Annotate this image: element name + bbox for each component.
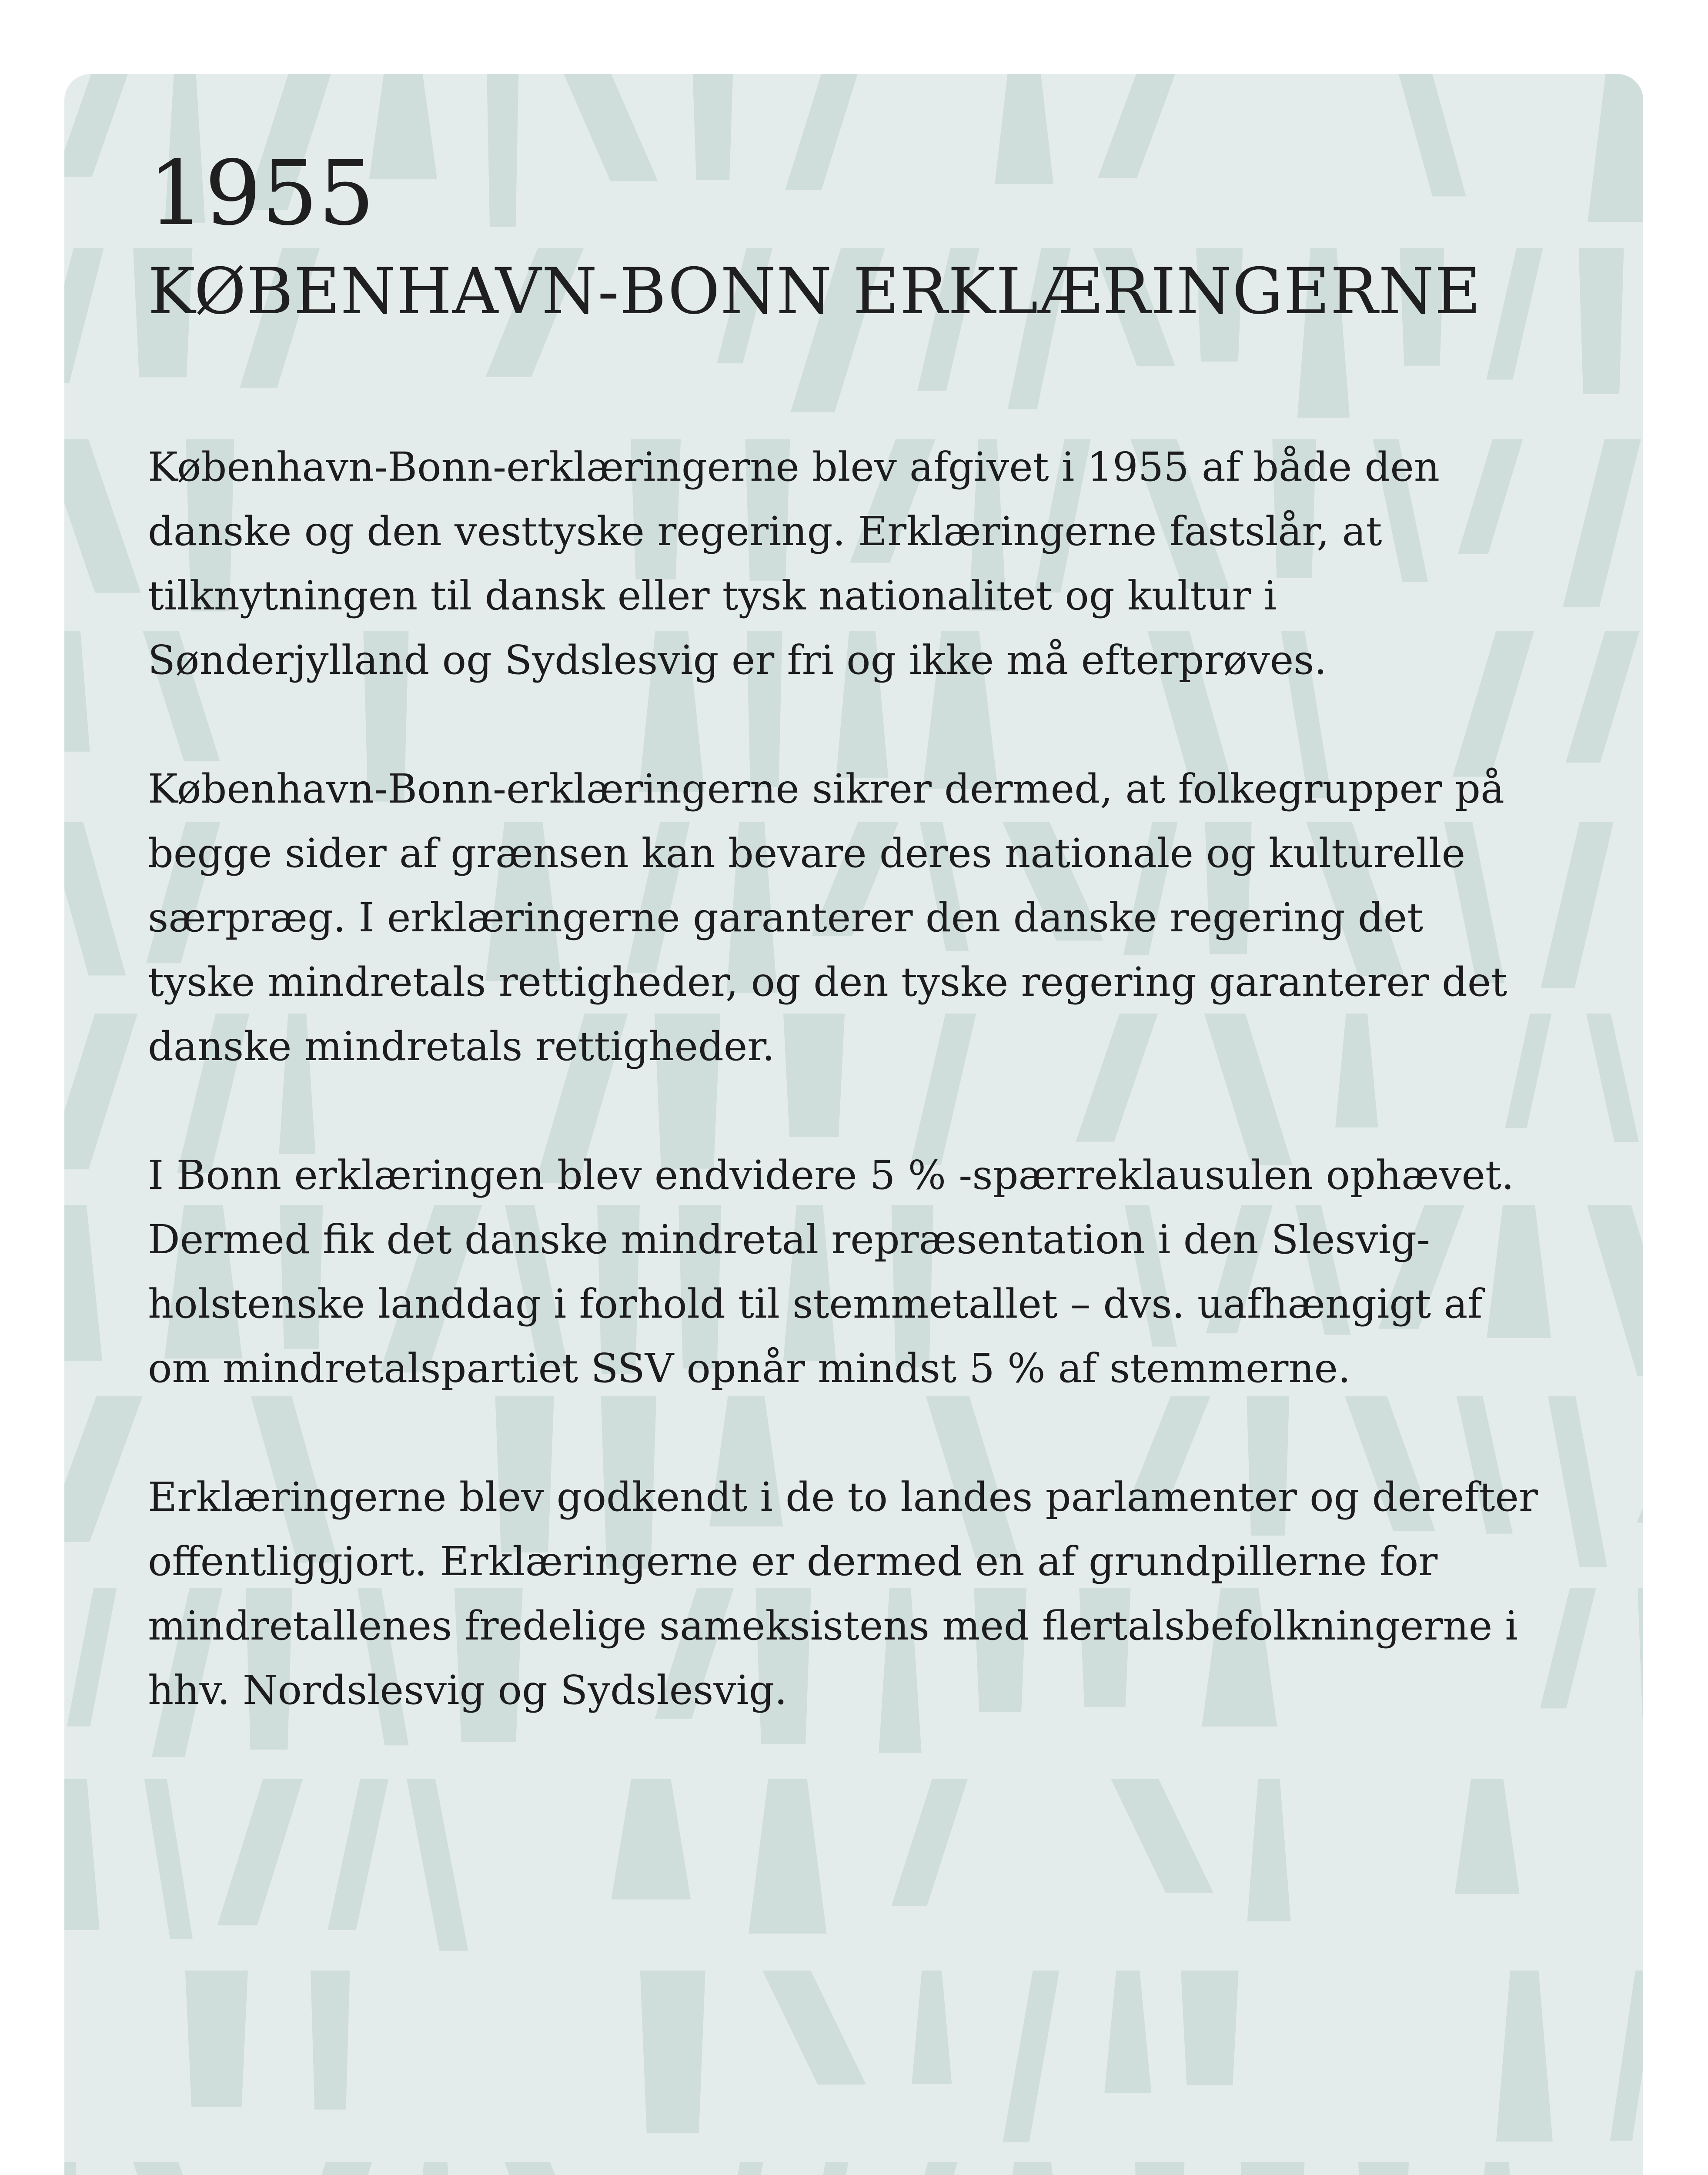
pattern-stroke <box>1455 1779 1520 1894</box>
pattern-stroke <box>67 1588 117 1727</box>
pattern-stroke <box>1135 2162 1185 2175</box>
pattern-stroke <box>407 1779 468 1951</box>
pattern-stroke <box>144 1779 193 1939</box>
pattern-stroke <box>1358 2162 1409 2175</box>
pattern-stroke <box>1241 2162 1305 2175</box>
pattern-stroke <box>894 2162 957 2175</box>
pattern-stroke <box>328 1779 388 1930</box>
pattern-stroke <box>912 1971 952 2084</box>
pattern-stroke <box>1111 1779 1213 1893</box>
pattern-stroke <box>185 1971 248 2107</box>
pattern-stroke <box>1637 1396 1643 1522</box>
pattern-stroke <box>640 1971 705 2133</box>
pattern-stroke <box>1104 1971 1151 2093</box>
pattern-stroke <box>64 1014 137 1169</box>
paragraph-1: København-Bonn-erklæringerne blev afgivet i 1955 af både den danske og den vesttyske regering. Erklæringerne fastslår, at tilknytningen til dansk eller tysk nationalitet og kultur i Sønderjylland og Sydslesvig er fri og ikke må efterprøves. <box>148 444 1440 683</box>
pattern-stroke <box>64 1396 143 1542</box>
pattern-stroke <box>64 248 104 383</box>
pattern-stroke <box>64 74 134 177</box>
pattern-stroke <box>64 2162 76 2175</box>
pattern-stroke <box>1247 1779 1291 1921</box>
pattern-stroke <box>996 2162 1070 2175</box>
pattern-stroke <box>762 1971 866 2085</box>
pattern-stroke <box>505 2162 602 2175</box>
pattern-stroke <box>412 2162 459 2175</box>
pattern-stroke <box>1003 1971 1059 2142</box>
page-title: KØBENHAVN-BONN ERKLÆRINGERNE <box>148 254 1481 328</box>
card-content <box>148 144 1583 1787</box>
pattern-stroke <box>64 1205 102 1361</box>
paragraph-2: København-Bonn-erklæringerne sikrer dermed, at folkegrupper på begge sider af grænsen kan bevare deres nationale og kulturelle særpræg. I erklæringerne garanterer den danske regering det tyske mindretals rettigheder, og den tyske regering garanterer det danske mindretals rettigheder. <box>148 766 1507 1070</box>
timeline-card <box>64 74 1643 2175</box>
pattern-stroke <box>1496 1971 1553 2142</box>
pattern-stroke <box>1610 1971 1643 2141</box>
body-text <box>148 435 1583 1723</box>
pattern-stroke <box>1473 2162 1521 2175</box>
pattern-stroke <box>892 1779 968 1906</box>
pattern-stroke <box>1579 248 1624 394</box>
pattern-stroke <box>1588 74 1643 222</box>
pattern-stroke <box>311 1971 350 2110</box>
pattern-stroke <box>714 2162 763 2175</box>
pattern-stroke <box>799 2162 849 2175</box>
pattern-stroke <box>64 631 90 752</box>
paragraph-3: I Bonn erklæringen blev endvidere 5 % -spærreklausulen ophævet. Dermed fik det danske mindretal repræsentation i den Slesvig-holstenske landdag i forhold til stemmetallet – dvs. uafhængigt af om mindretalspartiet SSV opnår mindst 5 % af stemmerne. <box>148 1152 1514 1392</box>
pattern-stroke <box>64 822 126 976</box>
pattern-stroke <box>133 2162 231 2175</box>
pattern-stroke <box>1587 1205 1643 1376</box>
pattern-stroke <box>217 1779 303 1925</box>
pattern-stroke <box>1638 1588 1643 1719</box>
pattern-stroke <box>1181 1971 1239 2085</box>
pattern-stroke <box>64 1779 100 1930</box>
pattern-stroke <box>64 439 141 593</box>
pattern-stroke <box>611 1779 691 1899</box>
pattern-stroke <box>1586 1014 1639 1142</box>
paragraph-4: Erklæringerne blev godkendt i de to landes parlamenter og derefter offentliggjort. Erklæringerne er dermed en af grundpillerne for mindretallenes fredelige sameksistens med flertalsbefolkningerne i hhv. Nordslesvig og Sydslesvig. <box>148 1474 1538 1713</box>
page-year: 1955 <box>148 142 375 245</box>
pattern-stroke <box>749 1779 826 1934</box>
pattern-stroke <box>273 2162 372 2175</box>
